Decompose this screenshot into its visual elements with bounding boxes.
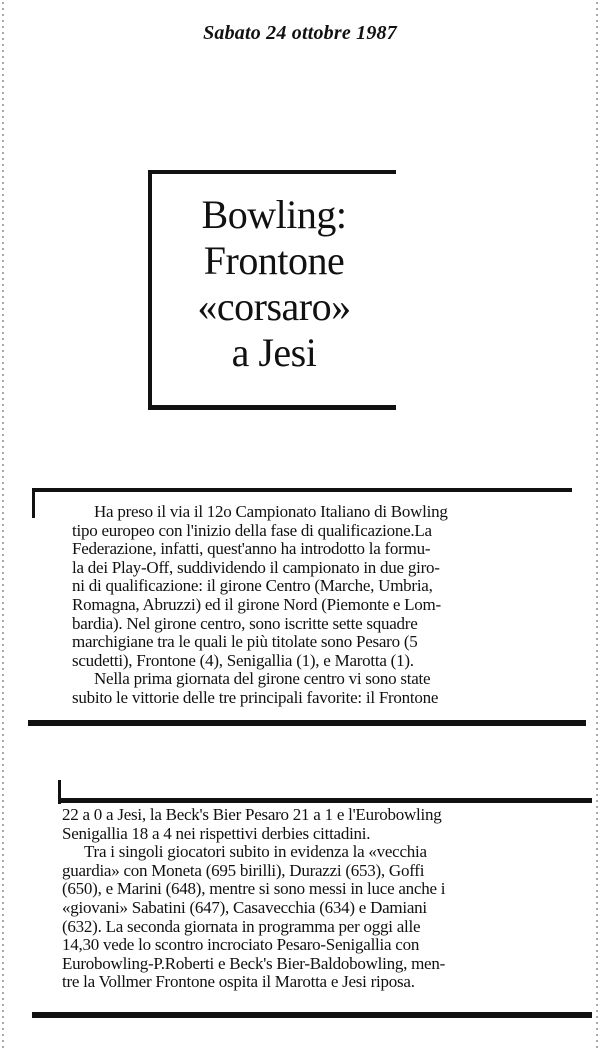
column2-top-rule bbox=[58, 798, 592, 803]
article-column-2 bbox=[62, 806, 562, 992]
dateline: Sabato 24 ottobre 1987 bbox=[203, 22, 397, 44]
text-line: 14,30 vede lo scontro incrociato Pesaro-Senigallia con bbox=[62, 935, 420, 955]
text-line: scudetti), Frontone (4), Senigallia (1), e Marotta (1). bbox=[72, 650, 414, 670]
text-line: Romagna, Abruzzi) ed il girone Nord (Piemonte e Lom- bbox=[72, 594, 441, 614]
text-line: subito le vittorie delle tre principali favorite: il Frontone bbox=[72, 687, 439, 707]
text-line: Tra i singoli giocatori subito in evidenza la «vecchia bbox=[84, 842, 427, 862]
scan-edge-left bbox=[0, 0, 6, 1049]
headline-box-top-rule bbox=[148, 170, 396, 174]
column2-bottom-rule bbox=[32, 1012, 592, 1018]
text-line: guardia» con Moneta (695 birilli), Durazzi (653), Goffi bbox=[62, 860, 425, 880]
text-line: tipo europeo con l'inizio della fase di qualificazione.La bbox=[72, 520, 432, 540]
scan-edge-right bbox=[594, 0, 600, 1049]
column1-top-rule bbox=[32, 488, 572, 492]
text-line: Federazione, infatti, quest'anno ha introdotto la formu- bbox=[72, 539, 431, 559]
headline-line: «corsaro» bbox=[197, 284, 351, 329]
column1-side-rule bbox=[32, 488, 35, 518]
headline-box-bottom-rule bbox=[148, 405, 396, 410]
headline-line: a Jesi bbox=[231, 330, 317, 375]
text-line: (632). La seconda giornata in programma per oggi alle bbox=[62, 916, 421, 936]
text-line: Eurobowling-P.Roberti e Beck's Bier-Baldobowling, men- bbox=[62, 953, 445, 973]
text-line: la dei Play-Off, suddividendo il campionato in due giro- bbox=[72, 557, 440, 577]
text-line: Senigallia 18 a 4 nei rispettivi derbies cittadini. bbox=[62, 823, 371, 843]
headline-line: Bowling: bbox=[201, 192, 347, 237]
headline-line: Frontone bbox=[203, 238, 345, 283]
column1-bottom-rule bbox=[28, 720, 586, 726]
text-line: 22 a 0 a Jesi, la Beck's Bier Pesaro 21 a 1 e l'Eurobowling bbox=[62, 805, 442, 824]
text-line: Ha preso il via il 12o Campionato Italiano di Bowling bbox=[94, 502, 448, 521]
text-line: «giovani» Sabatini (647), Casavecchia (634) e Damiani bbox=[62, 897, 427, 917]
text-line: bardia). Nel girone centro, sono iscritte sette squadre bbox=[72, 613, 418, 633]
text-line: Nella prima giornata del girone centro vi sono state bbox=[94, 669, 431, 689]
headline bbox=[152, 192, 396, 376]
article-column-1 bbox=[72, 503, 572, 708]
text-line: marchigiane tra le quali le più titolate sono Pesaro (5 bbox=[72, 632, 418, 652]
column2-side-rule bbox=[58, 780, 61, 804]
text-line: tre la Vollmer Frontone ospita il Marotta e Jesi riposa. bbox=[62, 972, 415, 992]
text-line: ni di qualificazione: il girone Centro (Marche, Umbria, bbox=[72, 576, 433, 596]
text-line: (650), e Marini (648), mentre si sono messi in luce anche i bbox=[62, 879, 446, 899]
